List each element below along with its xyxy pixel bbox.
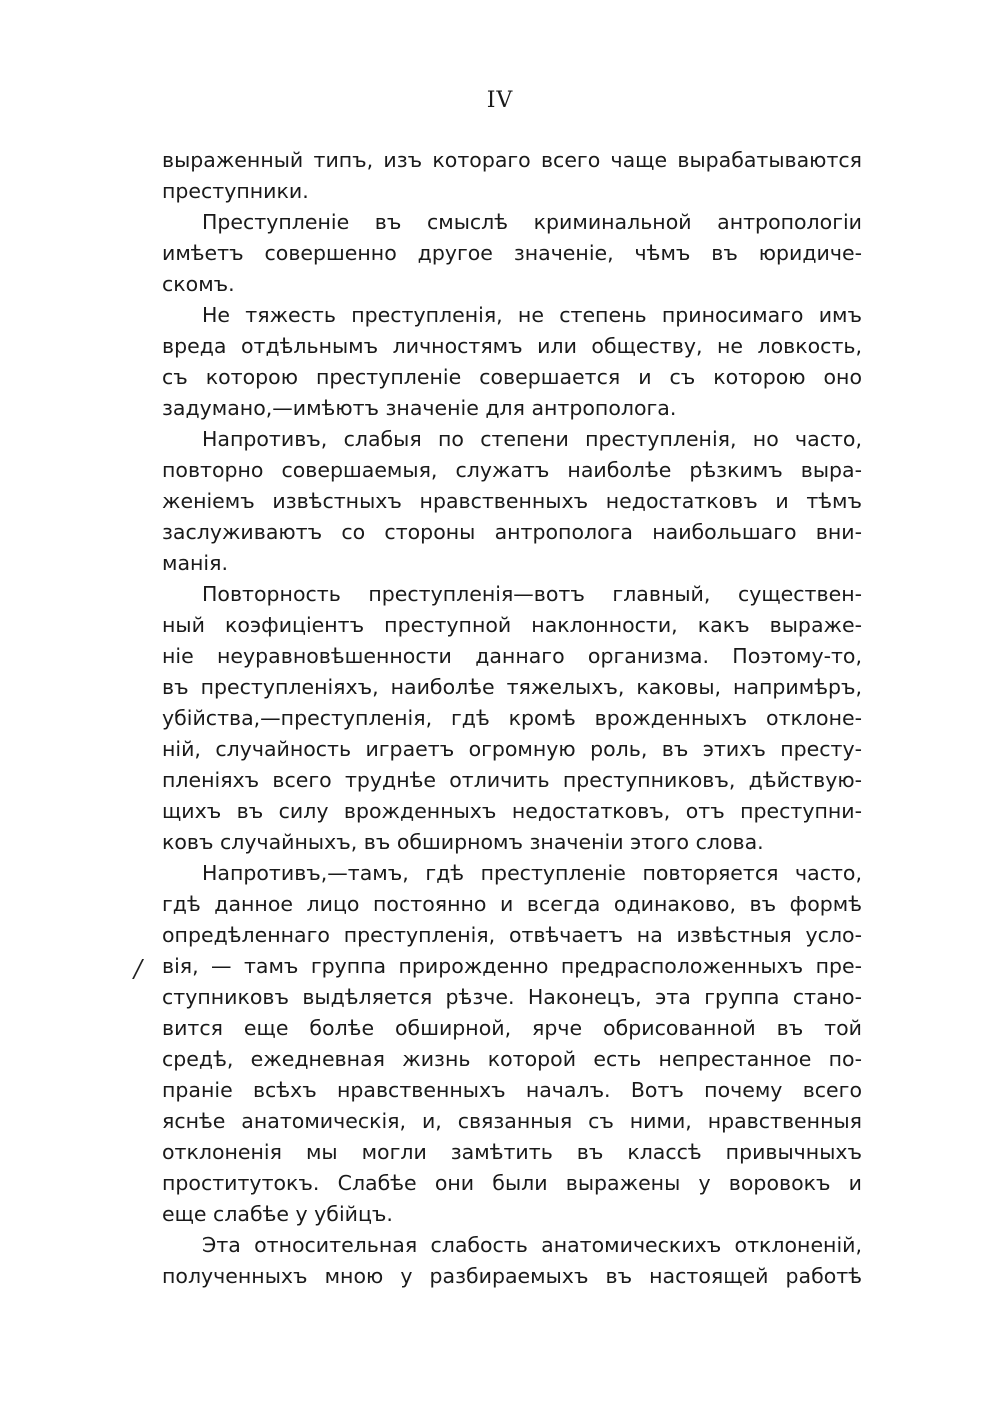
text-line: Преступленіе въ смыслѣ криминальной антропологіи xyxy=(202,210,862,234)
text-line: ковъ случайныхъ, въ обширномъ значеніи этого слова. xyxy=(162,830,764,854)
text-line: гдѣ данное лицо постоянно и всегда одинаково, въ формѣ xyxy=(162,892,862,916)
text-line: выраженный типъ, изъ котораго всего чаще вырабатываются xyxy=(162,148,862,172)
text-line: ніе неуравновѣшенности даннаго организма. Поэтому-то, xyxy=(162,644,862,668)
page-number: IV xyxy=(486,88,514,113)
text-line: пленіяхъ всего труднѣе отличить преступниковъ, дѣйствую- xyxy=(162,768,862,792)
text-line: ный коэфиціентъ преступной наклонности, какъ выраже- xyxy=(162,613,862,637)
text-line: Напротивъ,—тамъ, гдѣ преступленіе повторяется часто, xyxy=(202,861,862,885)
text-line: еще слабѣе у убійцъ. xyxy=(162,1202,393,1226)
text-line: проститутокъ. Слабѣе они были выражены у воровокъ и xyxy=(162,1171,862,1195)
text-line: яснѣе анатомическія, и, связанныя съ ними, нравственныя xyxy=(162,1109,862,1133)
text-line: скомъ. xyxy=(162,272,235,296)
text-line: ній, случайность играетъ огромную роль, въ этихъ престу- xyxy=(162,737,862,761)
text-line: Напротивъ, слабыя по степени преступленія, но часто, xyxy=(202,427,862,451)
text-line: имѣетъ совершенно другое значеніе, чѣмъ въ юридиче- xyxy=(162,241,862,265)
text-line: полученныхъ мною у разбираемыхъ въ настоящей работѣ xyxy=(162,1264,862,1288)
text-line: преступники. xyxy=(162,179,309,203)
text-line: повторно совершаемыя, служатъ наиболѣе рѣзкимъ выра- xyxy=(162,458,862,482)
text-line: вится еще болѣе обширной, ярче обрисованной въ той xyxy=(162,1016,862,1040)
text-line: Не тяжесть преступленія, не степень приносимаго имъ xyxy=(202,303,862,327)
text-line: заслуживаютъ со стороны антрополога наибольшаго вни- xyxy=(162,520,862,544)
text-line: щихъ въ силу врожденныхъ недостатковъ, отъ преступни- xyxy=(162,799,862,823)
margin-pencil-mark: / xyxy=(134,955,143,983)
text-line: женіемъ извѣстныхъ нравственныхъ недостатковъ и тѣмъ xyxy=(162,489,862,513)
text-line: Повторность преступленія—вотъ главный, существен- xyxy=(202,582,862,606)
text-line: въ преступленіяхъ, наиболѣе тяжелыхъ, каковы, напримѣръ, xyxy=(162,675,862,699)
text-line: средѣ, ежедневная жизнь которой есть непрестанное по- xyxy=(162,1047,862,1071)
text-line: Эта относительная слабость анатомическихъ отклоненій, xyxy=(202,1233,862,1257)
text-line: праніе всѣхъ нравственныхъ началъ. Вотъ почему всего xyxy=(162,1078,862,1102)
text-line: отклоненія мы могли замѣтить въ классѣ привычныхъ xyxy=(162,1140,862,1164)
text-line: съ которою преступленіе совершается и съ которою оно xyxy=(162,365,862,389)
text-line: задумано,—имѣютъ значеніе для антрополога. xyxy=(162,396,677,420)
text-line: вреда отдѣльнымъ личностямъ или обществу, не ловкость, xyxy=(162,334,862,358)
text-line: опредѣленнаго преступленія, отвѣчаетъ на извѣстныя усло- xyxy=(162,923,862,947)
text-line: убійства,—преступленія, гдѣ кромѣ врожденныхъ отклоне- xyxy=(162,706,862,730)
body-text xyxy=(162,145,862,1292)
text-line: манія. xyxy=(162,551,228,575)
text-line: ступниковъ выдѣляется рѣзче. Наконецъ, эта группа стано- xyxy=(162,985,862,1009)
text-line: вія, — тамъ группа прирожденно предрасположенныхъ пре- xyxy=(162,954,862,978)
